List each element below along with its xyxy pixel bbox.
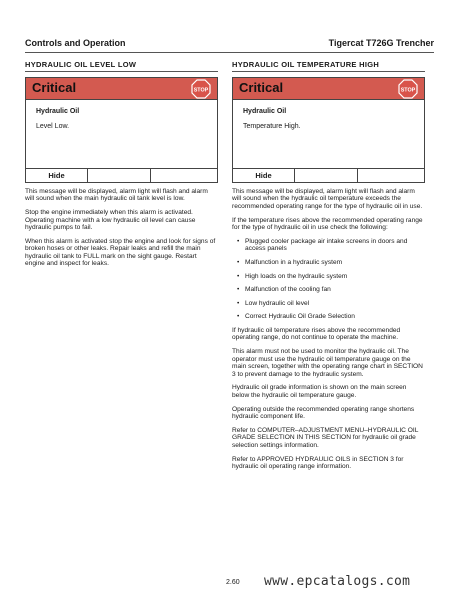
alarm-footer — [233, 168, 424, 182]
list-item: • Malfunction in a hydraulic system — [232, 259, 425, 266]
alarm-message: Level Low. — [36, 123, 70, 130]
paragraph: This message will be displayed, alarm light will flash and alarm will sound when the hydraulic oil temperature exceeds the recommended operating range for the type of hydraulic oil in use. — [232, 188, 423, 210]
stop-sign-label: STOP — [193, 87, 209, 94]
alarm-header — [233, 78, 424, 100]
list-item: • Malfunction of the cooling fan — [232, 286, 425, 293]
list-item: • High loads on the hydraulic system — [232, 273, 425, 280]
right-body-text — [232, 188, 425, 471]
right-column — [232, 60, 425, 477]
alarm-name: Hydraulic Oil — [243, 108, 287, 115]
hide-button[interactable]: Hide — [233, 169, 295, 182]
stop-sign-icon — [398, 79, 418, 99]
stop-sign-label: STOP — [400, 87, 416, 94]
alarm-message: Temperature High. — [243, 123, 301, 130]
oil-level-alarm-panel — [25, 77, 218, 183]
paragraph: This alarm must not be used to monitor the hydraulic oil. The operator must use the hydraulic oil temperature gauge on the main screen, together with the operating range chart in SECTION 3 to prevent damage to the hydraulic system. — [232, 348, 423, 378]
machine-title: Tigercat T726G Trencher — [328, 38, 434, 48]
paragraph: This message will be displayed, alarm light will flash and alarm will sound when the main hydraulic oil tank level is low. — [25, 188, 208, 203]
list-item: • Low hydraulic oil level — [232, 300, 425, 307]
section-title: Controls and Operation — [25, 38, 126, 48]
alarm-severity: Critical — [239, 80, 284, 95]
paragraph: When this alarm is activated stop the engine and look for signs of broken hoses or other leaks. Repair leaks and refill the main hydraulic oil tank to FULL mark on the sight gauge. Restart engine and inspect for leaks. — [25, 238, 216, 268]
right-heading-rule — [232, 71, 425, 72]
alarm-severity: Critical — [32, 80, 77, 95]
list-item: • Correct Hydraulic Oil Grade Selection — [232, 313, 425, 320]
paragraph: If the temperature rises above the recommended operating range for the type of hydraulic oil in use check the following: — [232, 216, 423, 232]
paragraph: Refer to COMPUTER–ADJUSTMENT MENU–HYDRAULIC OIL GRADE SELECTION IN THIS SECTION for hydraulic oil grade selection settings information. — [232, 427, 419, 449]
oil-temperature-alarm-panel — [232, 77, 425, 183]
right-section-heading: HYDRAULIC OIL TEMPERATURE HIGH — [232, 60, 380, 69]
header-rule — [25, 52, 434, 53]
left-heading-rule — [25, 71, 218, 72]
check-list — [232, 238, 425, 321]
alarm-header — [26, 78, 217, 100]
list-item: • Plugged cooler package air intake screens in doors and access panels — [232, 238, 425, 253]
alarm-name: Hydraulic Oil — [36, 108, 80, 115]
paragraph: If hydraulic oil temperature rises above the recommended operating range, do not continue to operate the machine. — [232, 327, 401, 342]
left-body-text — [25, 188, 218, 268]
footer-divider — [357, 169, 358, 182]
paragraph: Refer to APPROVED HYDRAULIC OILS in SECTION 3 for hydraulic oil operating range information. — [232, 455, 404, 471]
paragraph: Stop the engine immediately when this alarm is activated. Operating machine with a low hydraulic oil level can cause hydraulic pumps to fail. — [25, 209, 196, 232]
paragraph: Operating outside the recommended operating range shortens hydraulic component life. — [232, 405, 415, 421]
paragraph: Hydraulic oil grade information is shown on the main screen below the hydraulic oil temperature gauge. — [232, 384, 407, 399]
watermark: www.epcatalogs.com — [264, 574, 411, 589]
left-column — [25, 60, 218, 274]
page-number: 2.60 — [226, 579, 240, 586]
hide-button[interactable]: Hide — [26, 169, 88, 182]
footer-divider — [150, 169, 151, 182]
left-section-heading: HYDRAULIC OIL LEVEL LOW — [25, 60, 137, 69]
alarm-footer — [26, 168, 217, 182]
stop-sign-icon — [191, 79, 211, 99]
